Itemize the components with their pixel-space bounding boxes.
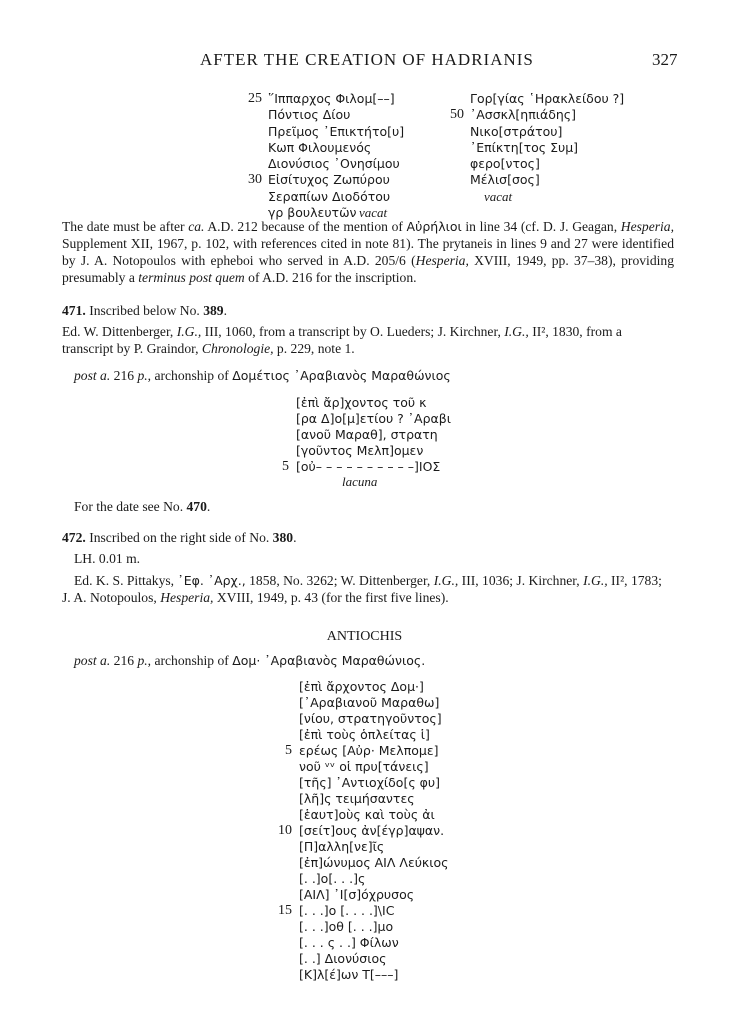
inscription-line — [274, 951, 494, 967]
cross-reference: 380 — [272, 530, 294, 545]
text-run: 216 — [110, 653, 138, 668]
text-run: I.G., — [433, 573, 459, 588]
inscription-text: ᾿Επίκτη[τος Συμ] — [470, 139, 579, 155]
inscription-text: [τῆς] ᾿Αντιοχίδο[ς φυ] — [299, 775, 440, 790]
inscription-line — [274, 967, 494, 983]
text-run: p. — [137, 368, 148, 383]
inscription-text: [ΑΙΛ] ᾿Ι[σ]όχρυσος — [299, 887, 415, 902]
text-run: terminus post quem — [138, 270, 245, 285]
running-title: AFTER THE CREATION OF HADRIANIS — [200, 50, 534, 69]
entry-471-date-note — [74, 499, 210, 515]
inscription-text: [οὐ– – – – – – – – – –]ΙΟΣ — [296, 459, 441, 474]
inscription-line — [274, 711, 494, 727]
text-run: II², 1830, from a — [528, 324, 622, 339]
inscription-text: [. . .]οθ [. . .]μο — [299, 919, 394, 934]
inscription-text: Διονύσιος ᾿Ονησίμου — [268, 156, 400, 172]
inscription-line — [238, 124, 438, 140]
text-run: p. 229, note 1. — [273, 341, 355, 356]
text-run: XVIII, 1949, pp. 37–38), providing presumably a — [62, 253, 674, 285]
inscription-line — [440, 140, 640, 156]
entry-471-heading — [62, 303, 227, 319]
greek-term: ᾿Εφ. ᾿Αρχ., — [177, 573, 246, 588]
inscription-text: [Κ]λ[έ]ων Τ[–––] — [299, 967, 399, 982]
inscription-line — [271, 443, 471, 459]
inscription-text: [. . . ς . .] Φίλων — [299, 935, 399, 950]
entry-471-edition — [62, 324, 674, 340]
inscription-line — [440, 189, 640, 205]
cross-reference: 389 — [203, 303, 224, 318]
commentary-paragraph — [62, 218, 674, 286]
inscription-line — [274, 871, 494, 887]
inscription-text: Πόντιος Δίου — [268, 107, 351, 123]
line-number: 10 — [278, 823, 292, 838]
entry-472-edition — [74, 573, 662, 589]
inscription-line — [440, 91, 640, 107]
text-run: , archonship of — [147, 368, 233, 383]
entry-number: 471. — [62, 303, 86, 318]
text-run: Ed. W. Dittenberger, — [62, 324, 177, 339]
inscription-text: [νίου, στρατηγοῦντος] — [299, 711, 442, 726]
inscription-text: ῞Ιππαρχος Φιλομ[––] — [268, 91, 395, 106]
inscription-text: [᾿Αραβιανοῦ Μαραθω] — [299, 695, 440, 710]
text-run: . — [293, 530, 297, 545]
inscription-column-left — [238, 91, 438, 221]
inscription-line — [271, 427, 471, 443]
text-run: post a. — [74, 368, 111, 383]
text-run: . — [206, 499, 211, 514]
text-run: J. A. Notopoulos, — [62, 590, 161, 605]
text-run: of A.D. 216 for the inscription. — [244, 270, 417, 285]
entry-471-date — [74, 368, 451, 384]
text-run: 1858, No. 3262; W. Dittenberger, — [245, 573, 434, 588]
line-number: 50 — [450, 107, 464, 123]
inscription-472 — [274, 679, 494, 983]
inscription-text: Πρεῖμος ᾿Επικτήτο[υ] — [268, 123, 405, 139]
inscription-line — [274, 855, 494, 871]
text-run: I.G., — [583, 573, 608, 588]
letter-height: LH. 0.01 m. — [74, 551, 141, 566]
entry-number: 472. — [62, 530, 86, 545]
inscription-text: [. .] Διονύσιος — [299, 951, 387, 966]
cross-reference: 470 — [186, 499, 207, 514]
text-run: XVIII, 1949, p. 43 (for the first five lines). — [213, 590, 449, 605]
inscription-line — [271, 395, 471, 411]
inscription-line — [274, 775, 494, 791]
line-number: 15 — [278, 903, 292, 918]
inscription-text: [ἐπὶ τοὺς ὁπλείτας ἱ] — [299, 727, 430, 742]
inscription-line — [274, 903, 494, 919]
text-run: III, 1036; J. Kirchner, — [458, 573, 584, 588]
entry-472-edition-cont — [62, 590, 449, 606]
inscription-text: [ἐπ]ώνυμος ΑΙΛ Λεύκιος — [299, 855, 449, 870]
vacat-note: vacat — [359, 205, 388, 221]
inscription-line — [274, 679, 494, 695]
inscription-text: φερο[ντος] — [470, 156, 540, 172]
inscription-line — [238, 189, 438, 205]
text-run: I.G., — [504, 324, 529, 339]
text-run: I.G., — [176, 324, 202, 339]
inscription-text: [ρα Δ]ο[μ]ετίου ? ᾿Αραβι — [296, 411, 451, 426]
inscription-line — [271, 459, 471, 475]
inscription-line — [274, 791, 494, 807]
text-run: 216 — [110, 368, 138, 383]
inscription-471 — [271, 395, 471, 475]
greek-name: Δομέτιος ᾿Αραβιανὸς Μαραθώνιος — [232, 368, 451, 383]
page-number: 327 — [652, 50, 678, 69]
inscription-line — [440, 172, 640, 188]
inscription-line — [274, 695, 494, 711]
inscription-text: ερέως [Αὐρ· Μελπομε] — [299, 743, 439, 758]
inscription-text: Σεραπίων Διοδότου — [268, 188, 391, 204]
inscription-line — [271, 411, 471, 427]
text-run: Inscribed below No. — [85, 303, 204, 318]
inscription-line — [274, 935, 494, 951]
inscription-text: [ἑαυτ]οὺς καὶ τοὺς ἀι — [299, 807, 435, 822]
inscription-text: [. .]ο[. . .]ς — [299, 871, 366, 886]
text-run: . — [223, 303, 227, 318]
inscription-text: ᾿Ασσκλ[ηπιάδης] — [470, 107, 576, 123]
text-run: , archonship of — [147, 653, 233, 668]
tribe-heading: ANTIOCHIS — [326, 629, 403, 644]
inscription-line — [274, 807, 494, 823]
inscription-text: Κωπ Φιλουμενός — [268, 139, 372, 155]
inscription-line — [274, 759, 494, 775]
text-run: The date must be after — [62, 219, 189, 234]
inscription-line — [274, 727, 494, 743]
text-run: Inscribed on the right side of No. — [85, 530, 273, 545]
entry-472-date — [74, 653, 425, 669]
inscription-line — [274, 919, 494, 935]
line-number: 5 — [282, 459, 289, 474]
inscription-line — [238, 140, 438, 156]
inscription-text: γρ βουλευτῶν — [268, 205, 357, 221]
text-run: Chronologie, — [201, 341, 274, 356]
text-run: Hesperia, — [160, 590, 214, 605]
text-run: p. — [137, 653, 148, 668]
inscription-column-right — [440, 91, 640, 205]
text-run: III, 1060, from a transcript by O. Lueders; J. Kirchner, — [201, 324, 505, 339]
journal-title: Hesperia, — [620, 219, 674, 234]
line-number: 25 — [248, 91, 262, 106]
inscription-text: [γοῦντος Μελπ]ομεν — [296, 443, 424, 458]
lacuna-note: lacuna — [342, 474, 378, 489]
vacat-note: vacat — [484, 188, 513, 204]
greek-term: Αὐρήλιοι — [406, 219, 462, 234]
inscription-text: [Π]αλλη[νε]ῖς — [299, 839, 385, 854]
inscription-line — [274, 743, 494, 759]
text-run: A.D. 212 because of the mention of — [204, 219, 407, 234]
inscription-line — [440, 124, 640, 140]
entry-472-heading — [62, 530, 296, 546]
inscription-line — [274, 823, 494, 839]
inscription-line — [238, 91, 438, 107]
inscription-text: Εἰσίτυχος Ζωπύρου — [268, 172, 390, 188]
text-run: Supplement XII, 1967, p. 102, with references cited in note 81). The prytaneis in lines 9 and 27 were identified by J. A. Notopoulos with epheboi who served in A.D. 205/6 ( — [62, 236, 674, 268]
inscription-line — [440, 107, 640, 123]
inscription-text: Μέλισ[σος] — [470, 172, 540, 188]
inscription-text: [. . .]ο [. . . .]\ΙC — [299, 903, 395, 918]
inscription-text: Γορ[γίας ῾Ηρακλείδου ?] — [470, 91, 625, 106]
page-header — [0, 50, 729, 74]
inscription-text: [ἐπὶ ἄρ]χοντος τοῦ κ — [296, 395, 427, 410]
greek-name: Δομ· ᾿Αραβιανὸς Μαραθώνιος. — [232, 653, 426, 668]
inscription-text: Νικο[στράτου] — [470, 123, 563, 139]
inscription-line — [274, 839, 494, 855]
text-run: Ed. K. S. Pittakys, — [74, 573, 178, 588]
journal-title: Hesperia, — [415, 253, 469, 268]
text-run: For the date see No. — [74, 499, 187, 514]
entry-471-edition-cont — [62, 341, 355, 357]
text-run: ca. — [188, 219, 205, 234]
text-run: II², 1783; — [607, 573, 662, 588]
line-number: 5 — [285, 743, 292, 758]
inscription-text: [ἐπὶ ἄρχοντος Δομ·] — [299, 679, 424, 694]
inscription-line — [238, 172, 438, 188]
inscription-line — [238, 107, 438, 123]
inscription-text: [σείτ]ους ἀν[έγρ]αψαν. — [299, 823, 445, 838]
inscription-line — [274, 887, 494, 903]
inscription-text: [ανοῦ Μαραθ], στρατη — [296, 427, 438, 442]
text-run: in line 34 (cf. D. J. Geagan, — [461, 219, 621, 234]
inscription-line — [238, 156, 438, 172]
text-run: transcript by P. Graindor, — [62, 341, 202, 356]
inscription-text: νοῦ ᵛᵛ οἱ πρυ[τάνεις] — [299, 759, 429, 774]
text-run: post a. — [74, 653, 111, 668]
inscription-line — [440, 156, 640, 172]
line-number: 30 — [248, 172, 262, 188]
inscription-text: [λῆ]ς τειμήσαντες — [299, 791, 415, 806]
